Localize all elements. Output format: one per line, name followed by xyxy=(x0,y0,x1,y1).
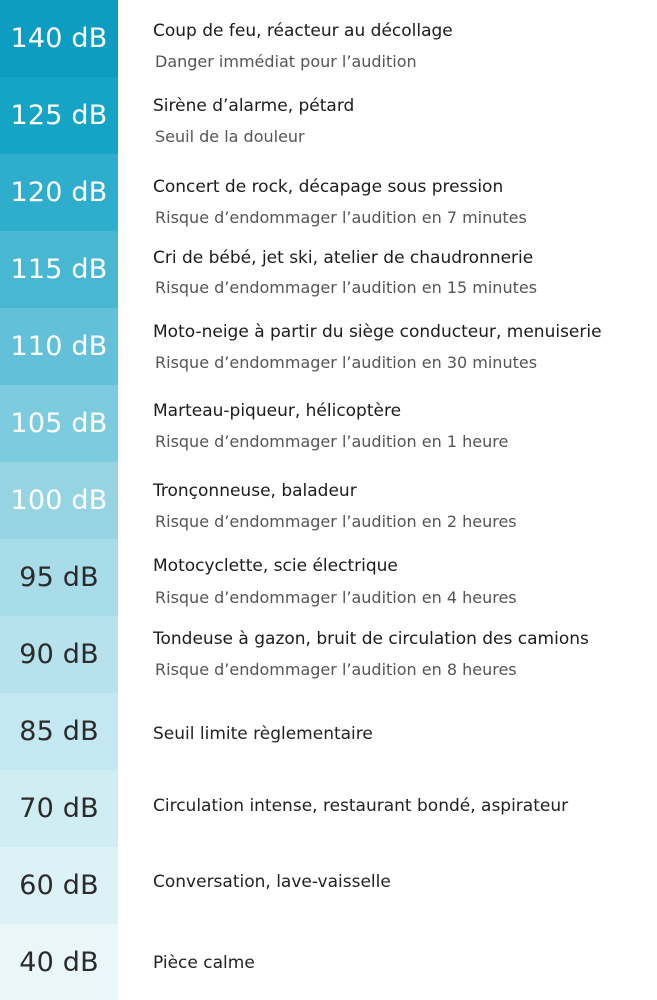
risk-label: Risque d’endommager l’audition en 1 heure xyxy=(155,432,509,451)
decibel-level: 60 dB xyxy=(0,847,118,924)
noise-level-row xyxy=(0,462,657,539)
noise-info xyxy=(153,462,657,539)
risk-label: Risque d’endommager l’audition en 7 minutes xyxy=(155,208,527,227)
noise-info xyxy=(153,0,657,77)
noise-source-label: Coup de feu, réacteur au décollage xyxy=(153,21,453,41)
noise-level-row xyxy=(0,924,657,1000)
decibel-level: 115 dB xyxy=(0,231,118,308)
noise-source-label: Marteau-piqueur, hélicoptère xyxy=(153,401,402,421)
noise-level-row xyxy=(0,231,657,308)
noise-level-row xyxy=(0,616,657,693)
noise-info xyxy=(153,308,657,385)
decibel-level: 90 dB xyxy=(0,616,118,693)
noise-source-label: Circulation intense, restaurant bondé, aspirateur xyxy=(153,796,569,816)
risk-label: Seuil de la douleur xyxy=(155,127,305,146)
noise-source-label: Seuil limite règlementaire xyxy=(153,724,373,744)
decibel-level: 70 dB xyxy=(0,770,118,847)
noise-level-row xyxy=(0,693,657,770)
noise-info xyxy=(153,539,657,616)
noise-level-row xyxy=(0,77,657,154)
noise-level-row xyxy=(0,539,657,616)
decibel-level: 85 dB xyxy=(0,693,118,770)
decibel-level: 110 dB xyxy=(0,308,118,385)
noise-level-row xyxy=(0,154,657,231)
risk-label: Risque d’endommager l’audition en 4 heures xyxy=(155,588,517,607)
noise-info xyxy=(153,385,657,462)
risk-label: Risque d’endommager l’audition en 30 minutes xyxy=(155,353,538,372)
noise-source-label: Cri de bébé, jet ski, atelier de chaudronnerie xyxy=(153,248,534,268)
noise-level-row xyxy=(0,308,657,385)
noise-source-label: Pièce calme xyxy=(153,953,255,973)
noise-level-row xyxy=(0,847,657,924)
noise-level-row xyxy=(0,385,657,462)
noise-info xyxy=(153,154,657,231)
noise-info xyxy=(153,616,657,693)
noise-info xyxy=(153,77,657,154)
noise-info xyxy=(153,231,657,308)
decibel-level: 105 dB xyxy=(0,385,118,462)
risk-label: Danger immédiat pour l’audition xyxy=(155,52,417,71)
decibel-level: 40 dB xyxy=(0,924,118,1000)
noise-source-label: Moto-neige à partir du siège conducteur, menuiserie xyxy=(153,322,602,342)
noise-source-label: Tronçonneuse, baladeur xyxy=(153,481,357,501)
noise-source-label: Tondeuse à gazon, bruit de circulation des camions xyxy=(153,629,589,649)
noise-info xyxy=(153,693,657,770)
noise-source-label: Concert de rock, décapage sous pression xyxy=(153,177,504,197)
decibel-level: 95 dB xyxy=(0,539,118,616)
noise-info xyxy=(153,770,657,847)
decibel-level: 120 dB xyxy=(0,154,118,231)
noise-level-row xyxy=(0,0,657,77)
noise-level-row xyxy=(0,770,657,847)
noise-source-label: Conversation, lave-vaisselle xyxy=(153,872,391,892)
decibel-level: 140 dB xyxy=(0,0,118,77)
risk-label: Risque d’endommager l’audition en 15 minutes xyxy=(155,278,538,297)
noise-source-label: Motocyclette, scie électrique xyxy=(153,556,398,576)
noise-info xyxy=(153,924,657,1000)
decibel-level: 125 dB xyxy=(0,77,118,154)
noise-info xyxy=(153,847,657,924)
risk-label: Risque d’endommager l’audition en 8 heures xyxy=(155,660,517,679)
decibel-level: 100 dB xyxy=(0,462,118,539)
risk-label: Risque d’endommager l’audition en 2 heures xyxy=(155,512,517,531)
noise-source-label: Sirène d’alarme, pétard xyxy=(153,96,355,116)
